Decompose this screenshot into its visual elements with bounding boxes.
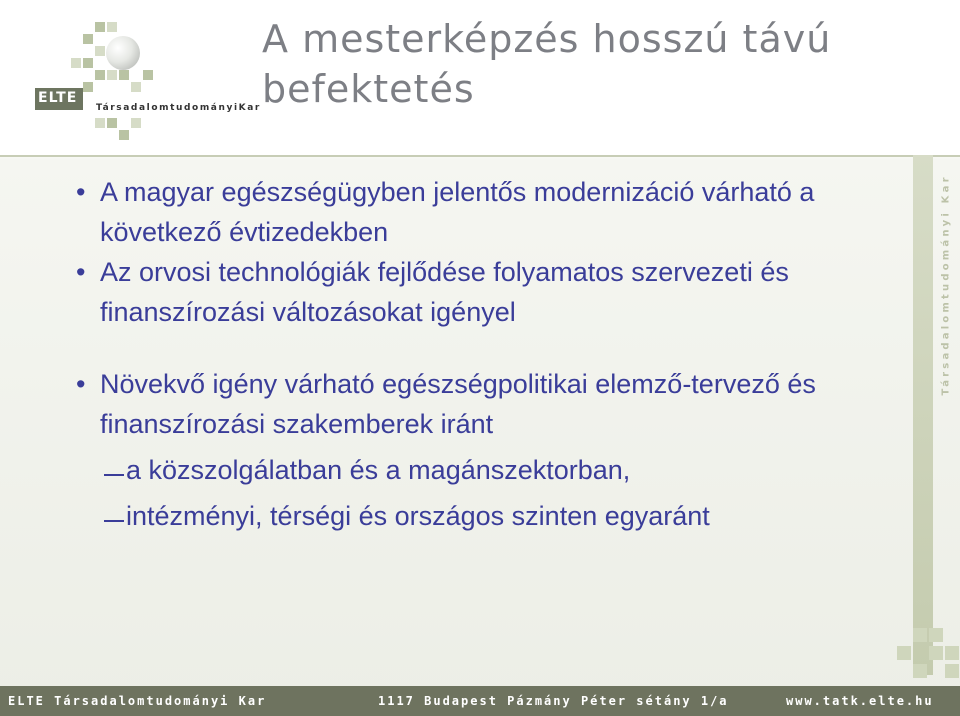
side-text-label: Társadalomtudományi Kar (940, 174, 952, 396)
page-title: A mesterképzés hosszú távú befektetés (262, 17, 832, 111)
sub-bullet-item: a közszolgálatban és a magánszektorban, (70, 450, 910, 490)
elte-logo (0, 0, 261, 150)
deco-square (897, 646, 911, 660)
sub-bullet-item: intézményi, térségi és országos szinten egyaránt (70, 496, 910, 536)
footer (0, 686, 960, 716)
deco-square (913, 664, 927, 678)
logo-elte-text: ELTE (38, 90, 78, 106)
deco-square (945, 646, 959, 660)
bullet-item: • A magyar egészségügyben jelentős modernizáció várható a következő évtizedekben (70, 172, 910, 252)
side-text (936, 160, 954, 400)
deco-square (913, 628, 927, 642)
top-rule (0, 155, 960, 157)
logo-faculty-text: TársadalomtudományiKar (96, 103, 261, 113)
logo-orb (106, 36, 140, 70)
deco-square (945, 664, 959, 678)
footer-address: 1117 Budapest Pázmány Péter sétány 1/a (378, 694, 729, 708)
side-bar (913, 155, 933, 675)
deco-square (929, 628, 943, 642)
deco-square (929, 646, 943, 660)
bullet-item: • Az orvosi technológiák fejlődése folyamatos szervezeti és finanszírozási változásokat igényel (70, 252, 910, 332)
footer-left: ELTE Társadalomtudományi Kar (8, 694, 267, 708)
footer-website: www.tatk.elte.hu (786, 694, 934, 708)
content (70, 172, 910, 536)
bullet-item: • Növekvő igény várható egészségpolitikai elemző-tervező és finanszírozási szakemberek iránt (70, 364, 910, 444)
